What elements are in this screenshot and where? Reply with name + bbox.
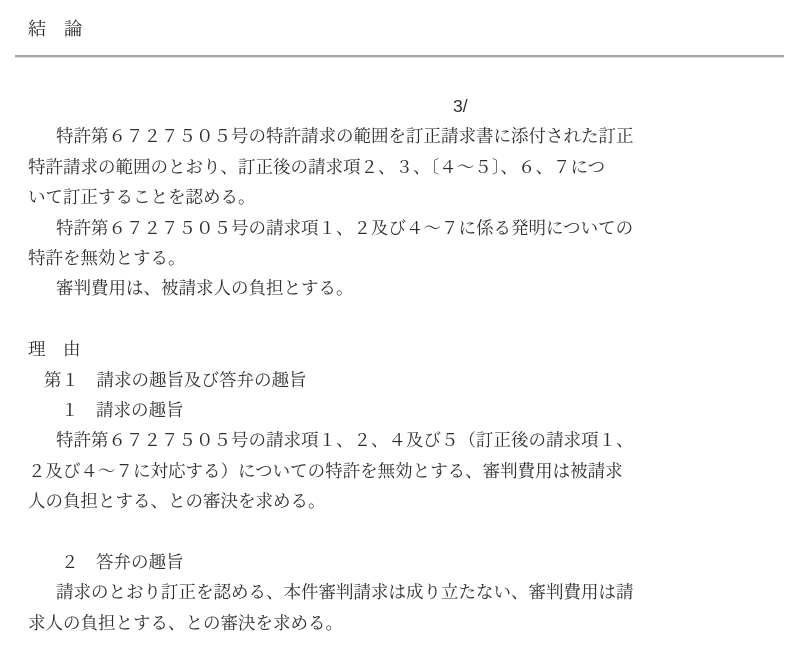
reasons-line: ２及び４～７に対応する）についての特許を無効とする、審判費用は被請求 xyxy=(28,460,623,481)
reasons-line: 請求のとおり訂正を認める、本件審判請求は成り立たない、審判費用は請 xyxy=(56,582,634,603)
conclusion-line: 特許第６７２７５０５号の請求項１、２及び４～７に係る発明についての xyxy=(56,217,634,238)
conclusion-line: いて訂正することを認める。 xyxy=(28,187,256,208)
reasons-heading: 理 由 xyxy=(28,339,81,360)
reasons-line: 人の負担とする、との審決を求める。 xyxy=(28,491,326,512)
conclusion-line: 特許請求の範囲のとおり、訂正後の請求項２、３、〔４～５〕、６、７につ xyxy=(28,156,606,177)
reasons-line: 求人の負担とする、との審決を求める。 xyxy=(28,612,343,633)
sub-heading-2: ２ 答弁の趣旨 xyxy=(61,552,184,573)
conclusion-heading: 結 論 xyxy=(28,19,82,39)
sub-heading-1: １ 請求の趣旨 xyxy=(61,400,184,421)
conclusion-line: 特許第６７２７５０５号の特許請求の範囲を訂正請求書に添付された訂正 xyxy=(56,126,634,147)
conclusion-line: 特許を無効とする。 xyxy=(28,248,186,269)
heading-divider xyxy=(15,55,784,57)
page-indicator: 3/ xyxy=(453,96,468,116)
reasons-line: 特許第６７２７５０５号の請求項１、２、４及び５（訂正後の請求項１、 xyxy=(56,430,634,451)
conclusion-line: 審判費用は、被請求人の負担とする。 xyxy=(56,278,354,299)
document-body xyxy=(0,91,800,638)
section-1-heading: 第１ 請求の趣旨及び答弁の趣旨 xyxy=(44,369,307,390)
